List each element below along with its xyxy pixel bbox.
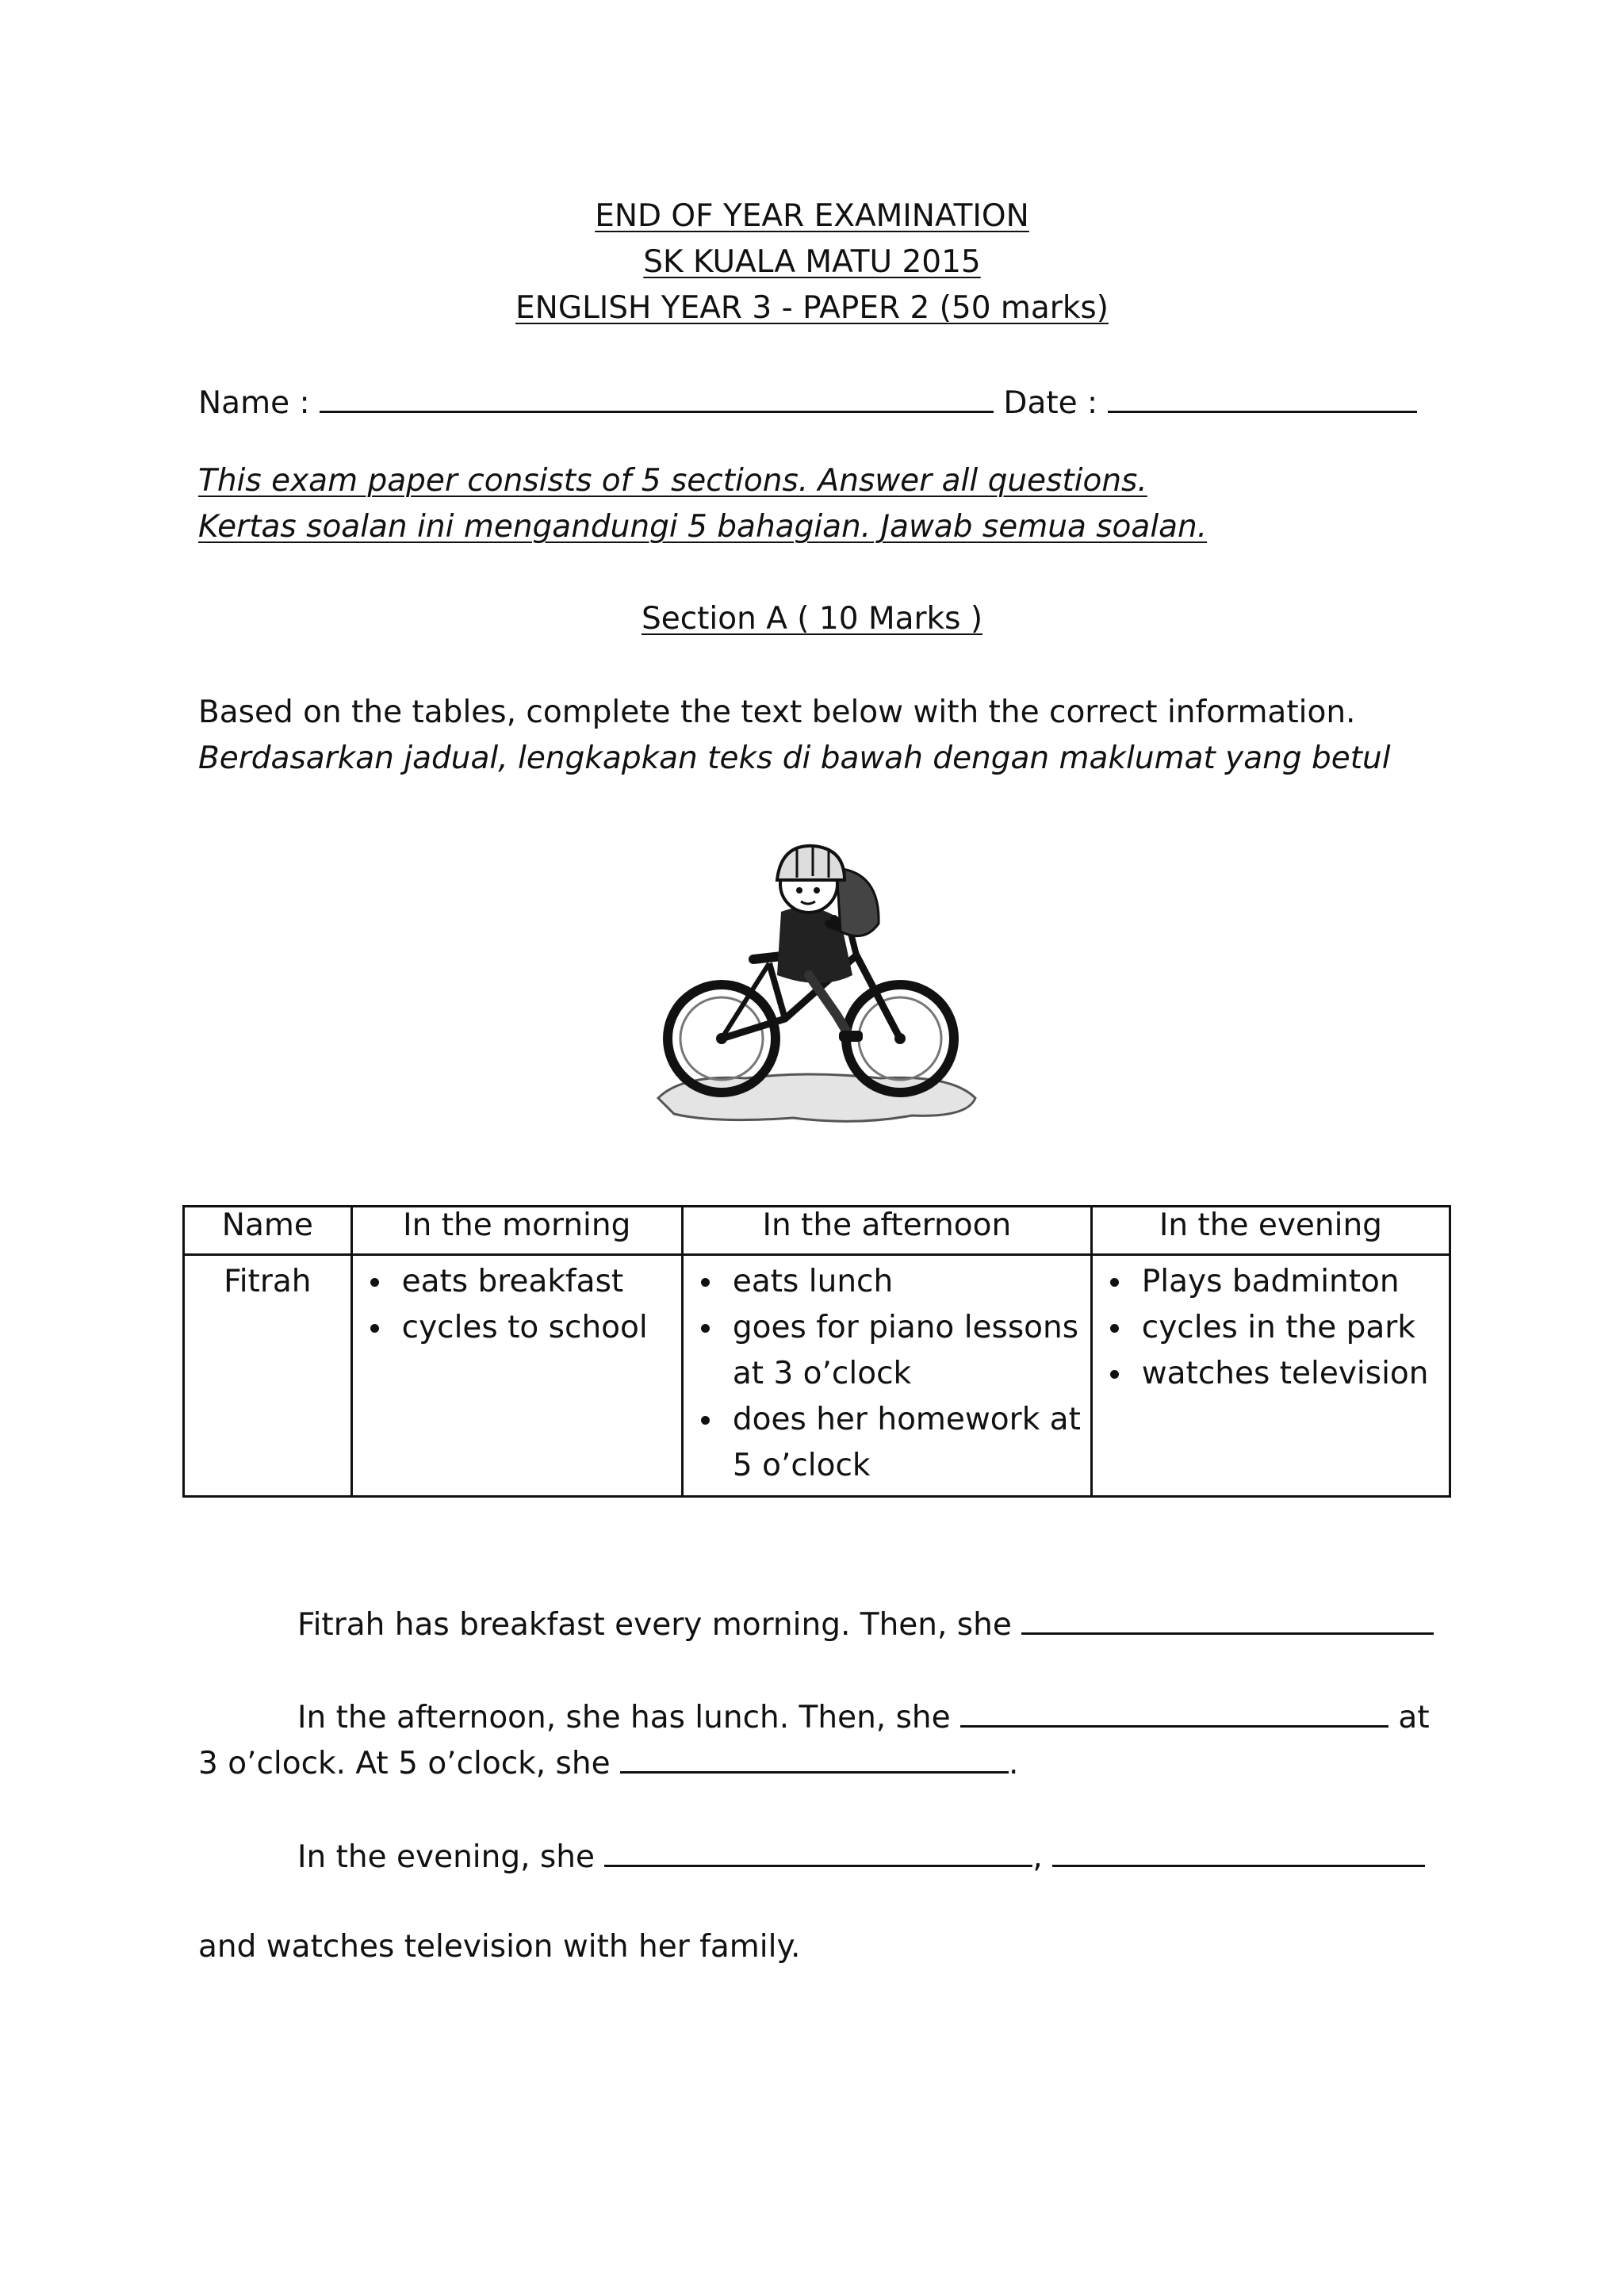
name-date-row [198,384,1417,421]
girl-cycling-illustration [650,836,983,1138]
answer-blank-3[interactable] [620,1744,1009,1774]
section-prompt-english: Based on the tables, complete the text below with the correct information. [198,695,1356,730]
list-item: cycles to school [402,1305,673,1351]
name-label: Name : [198,385,310,421]
answer-blank-4[interactable] [604,1838,1032,1867]
passage-line-3 [198,1744,1018,1781]
exam-title: END OF YEAR EXAMINATION [595,198,1029,234]
section-prompt-malay: Berdasarkan jadual, lengkapkan teks di bawah dengan maklumat yang betul [198,740,1391,776]
list-item: eats breakfast [402,1259,673,1305]
passage-text: at [1398,1700,1430,1735]
list-item: goes for piano lessons at 3 o’clock [733,1305,1082,1397]
passage-line-2 [297,1698,1430,1735]
cell-afternoon [682,1255,1091,1497]
cell-evening [1091,1255,1450,1497]
passage-line-5: and watches television with her family. [198,1929,801,1965]
table-row [184,1255,1450,1497]
passage-line-1 [297,1605,1434,1643]
list-item: Plays badminton [1142,1259,1441,1305]
instruction-malay: Kertas soalan ini mengandungi 5 bahagian. Jawab semua soalan. [198,509,1208,545]
name-field[interactable] [320,384,994,413]
cell-morning [351,1255,682,1497]
passage-text: In the evening, she [297,1839,595,1875]
header-afternoon: In the afternoon [682,1207,1091,1255]
table-header-row [184,1207,1450,1255]
passage-text: 3 o’clock. At 5 o’clock, she [198,1746,611,1781]
list-item: cycles in the park [1142,1305,1441,1351]
header-morning: In the morning [351,1207,682,1255]
passage-text: . [1008,1746,1019,1781]
date-field[interactable] [1108,384,1417,413]
answer-blank-5[interactable] [1052,1838,1425,1867]
instruction-english: This exam paper consists of 5 sections. Answer all questions. [198,463,1147,499]
list-item: watches television [1142,1351,1441,1397]
header-name: Name [184,1207,352,1255]
list-item: eats lunch [733,1259,1082,1305]
paper-title: ENGLISH YEAR 3 - PAPER 2 (50 marks) [515,290,1109,326]
header-evening: In the evening [1091,1207,1450,1255]
answer-blank-1[interactable] [1021,1605,1434,1635]
passage-text: , [1032,1839,1043,1875]
answer-blank-2[interactable] [960,1698,1388,1728]
list-item: does her homework at 5 o’clock [733,1397,1082,1489]
school-name: SK KUALA MATU 2015 [643,244,981,280]
cell-name: Fitrah [184,1255,352,1497]
passage-text: In the afternoon, she has lunch. Then, she [297,1700,951,1735]
date-label: Date : [1003,385,1098,421]
passage-text: Fitrah has breakfast every morning. Then, she [297,1607,1012,1643]
schedule-table [182,1205,1451,1498]
section-title: Section A ( 10 Marks ) [641,601,983,637]
passage-line-4 [297,1838,1425,1875]
